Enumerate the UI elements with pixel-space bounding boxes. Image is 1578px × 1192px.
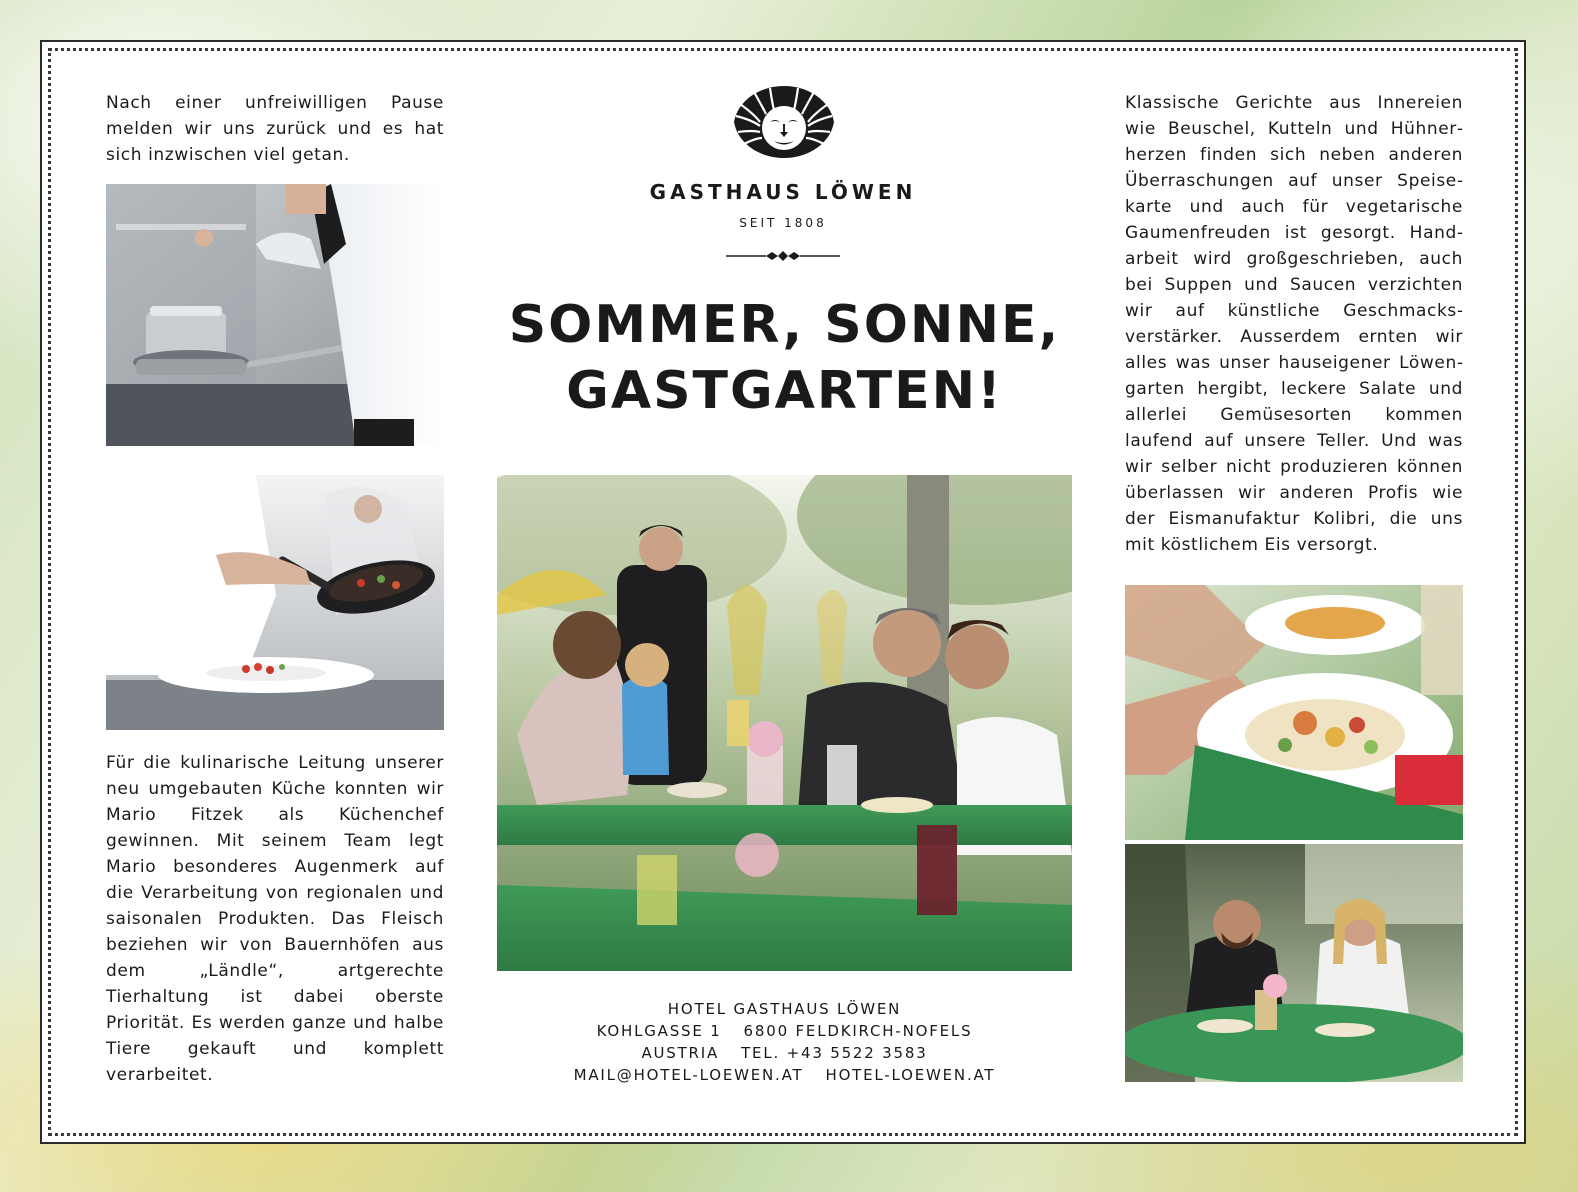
- phone: TEL. +43 5522 3583: [741, 1044, 928, 1062]
- address-line: [497, 1020, 1072, 1042]
- email-link[interactable]: MAIL@HOTEL-LOEWEN.AT: [573, 1066, 804, 1084]
- menu-text: Klassische Gerichte aus Innereien wie Beuschel, Kutteln und Hühnerherzen finden sich neben anderen Überraschungen auf unser Speisekarte und auch für vegetarische Gaumenfreuden ist gesorgt. Handarbeit wird großgeschrieben, auch bei Suppen und Saucen verzichten wir auf künstliche Geschmacksverstärker. Ausserdem ernten wir alles was unser hauseigener Löwengarten hergibt, leckere Salate und allerlei Gemüsesorten kommen laufend auf unsere Teller. Und was wir selber nicht produzieren können überlassen wir anderen Profis wie der Eismanufaktur Kolibri, die uns mit köstlichem Eis versorgt.: [1125, 93, 1463, 555]
- lion-face-icon: [730, 84, 838, 160]
- country: AUSTRIA: [641, 1044, 720, 1062]
- friends-eating-photo: [1125, 844, 1463, 1082]
- headline: [497, 292, 1072, 424]
- email-web-line: [497, 1064, 1072, 1086]
- plate-food-photo: [1125, 585, 1463, 840]
- headline-line-2: GASTGARTEN!: [566, 361, 1003, 421]
- intro-text: Nach einer unfreiwilligen Pause melden wir uns zurück und es hat sich inzwischen viel getan.: [106, 93, 444, 165]
- brand-since: SEIT 1808: [739, 216, 827, 230]
- street: KOHLGASSE 1: [596, 1022, 722, 1040]
- country-phone-line: [497, 1042, 1072, 1064]
- chef-seasoning-photo: [106, 184, 444, 446]
- kitchen-text: Für die kulinarische Leitung unserer neu umgebauten Küche konnten wir Mario Fitzek als Küchenchef gewinnen. Mit seinem Team legt Mario besonderes Augenmerk auf die Verarbeitung von regionalen und saisonalen Produkten. Das Fleisch beziehen wir von Bauernhöfen aus dem „Ländle“, artgerechte Tierhaltung ist dabei oberste Priorität. Es werden ganze und halbe Tiere gekauft und komplett verarbeitet.: [106, 753, 444, 1085]
- brand-name: GASTHAUS LÖWEN: [649, 180, 917, 204]
- garden-dining-photo: [497, 475, 1072, 971]
- divider-ornament-icon: [726, 248, 840, 262]
- contact-block: [497, 998, 1072, 1086]
- city: 6800 FELDKIRCH-NOFELS: [743, 1022, 973, 1040]
- hotel-name: HOTEL GASTHAUS LÖWEN: [667, 1000, 902, 1018]
- headline-line-1: SOMMER, SONNE,: [508, 295, 1061, 355]
- website-link[interactable]: HOTEL-LOEWEN.AT: [825, 1066, 996, 1084]
- chef-pan-photo: [106, 475, 444, 730]
